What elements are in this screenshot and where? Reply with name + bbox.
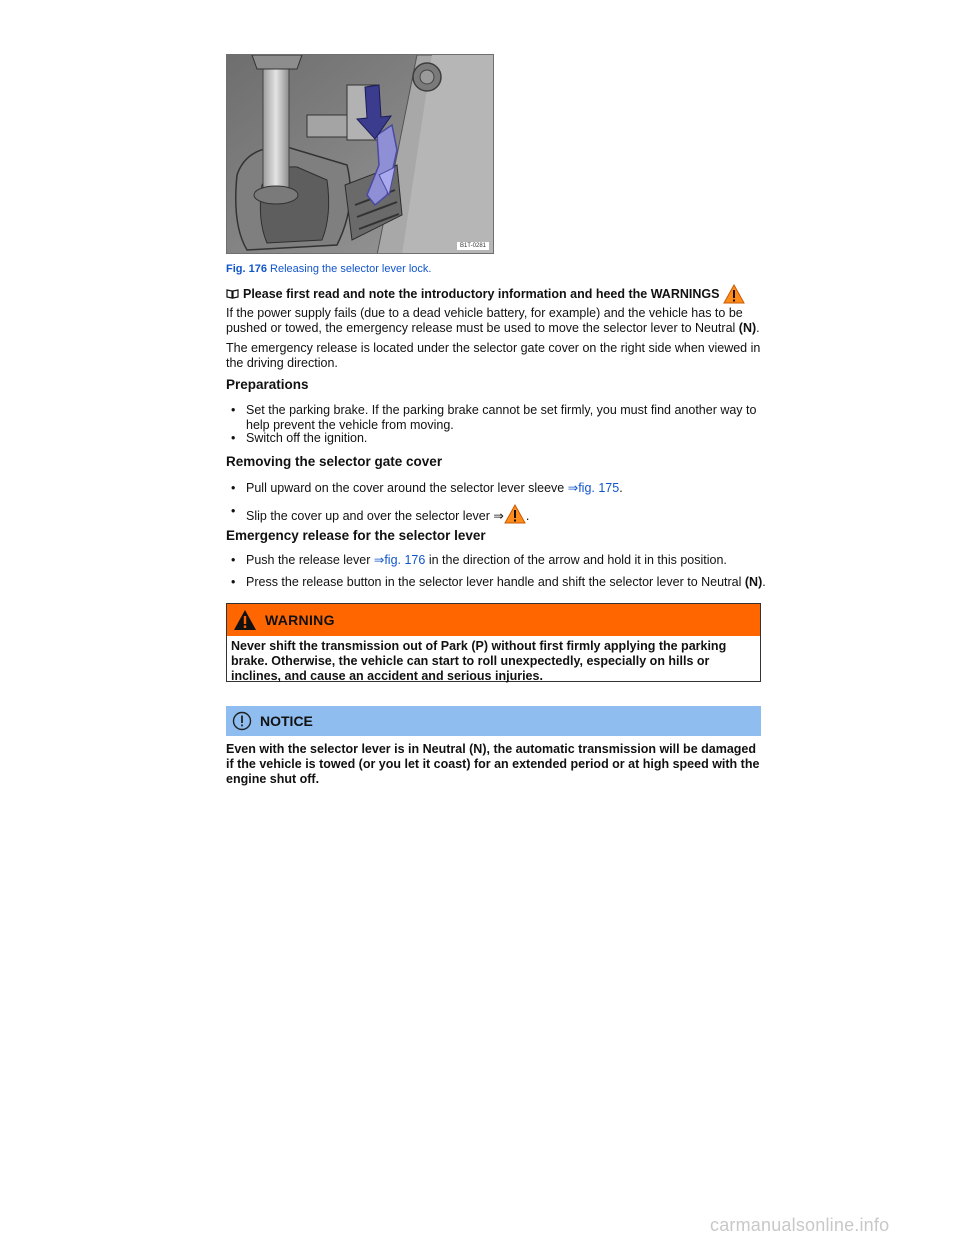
paragraph-release-location: The emergency release is located under the selector gate cover on the right side when viewed in the driving direction. xyxy=(226,341,761,370)
bullet-text: Slip the cover up and over the selector lever ⇒ xyxy=(246,509,504,523)
heading-preparations: Preparations xyxy=(226,377,309,392)
bullet-dot: • xyxy=(231,403,236,417)
bullet-slip-cover xyxy=(226,504,766,524)
heading-emergency-release: Emergency release for the selector lever xyxy=(226,528,486,543)
warning-text: Never shift the transmission out of Park (P) without first firmly applying the parking brake. Otherwise, the vehicle can start to roll unexpectedly, especially on hills or inclines, and cause an accident and serious injuries. xyxy=(231,639,727,683)
bullet-end: . xyxy=(619,481,623,495)
exclamation-circle-icon xyxy=(232,711,252,731)
bullet-pull-upward xyxy=(226,481,766,496)
notice-text: Even with the selector lever is in Neutral (N), the automatic transmission will be damaged if the vehicle is towed (or you let it coast) for an extended period or at high speed with the engine shut off. xyxy=(226,742,760,786)
heading-removing-cover: Removing the selector gate cover xyxy=(226,454,443,469)
warning-header xyxy=(227,604,760,636)
bullet-end: . xyxy=(762,575,766,589)
paragraph-text: If the power supply fails (due to a dead vehicle battery, for example) and the vehicle has to be pushed or towed, the emergency release must be used to move the selector lever to Neutral xyxy=(226,306,743,335)
bullet-text: Pull upward on the cover around the selector lever sleeve xyxy=(246,481,568,495)
figure-code: B1T-0281 xyxy=(457,242,489,250)
notice-title: NOTICE xyxy=(260,712,313,729)
bullet-ignition xyxy=(226,431,766,446)
bullet-dot: • xyxy=(231,504,236,518)
warning-triangle-icon[interactable] xyxy=(504,504,526,524)
warning-box xyxy=(226,603,761,682)
notice-header xyxy=(226,706,761,736)
bullet-end: in the direction of the arrow and hold it in this position. xyxy=(425,553,727,567)
bullet-text: Switch off the ignition. xyxy=(246,431,368,445)
intro-text: Please first read and note the introductory information and heed the WARNINGS xyxy=(243,286,720,301)
bullet-press-release-button xyxy=(226,575,766,590)
figure-caption xyxy=(226,263,431,276)
warning-triangle-icon xyxy=(233,609,257,631)
figure-number: Fig. 176 xyxy=(226,263,267,275)
figure-caption-text: Releasing the selector lever lock. xyxy=(266,263,432,275)
link-fig-175[interactable]: ⇒fig. 175 xyxy=(567,481,620,495)
neutral-label: (N) xyxy=(738,321,757,335)
bullet-push-release-lever xyxy=(226,553,766,568)
paragraph-power-supply xyxy=(226,306,766,336)
bullet-text: Set the parking brake. If the parking brake cannot be set firmly, you must find another way to help prevent the vehicle from moving. xyxy=(246,403,757,432)
bullet-dot: • xyxy=(231,553,236,567)
bullet-dot: • xyxy=(231,575,236,589)
bullet-text: Push the release lever xyxy=(246,553,374,567)
warning-title: WARNING xyxy=(265,611,335,628)
neutral-label: (N) xyxy=(744,575,763,589)
watermark: carmanualsonline.info xyxy=(710,1215,890,1235)
bullet-parking-brake xyxy=(226,403,766,433)
bullet-end: . xyxy=(525,509,530,523)
bullet-dot: • xyxy=(231,431,236,445)
warning-triangle-icon[interactable] xyxy=(723,284,745,304)
bullet-dot: • xyxy=(231,481,236,495)
book-icon xyxy=(226,289,239,299)
selector-lever-illustration xyxy=(227,55,494,254)
bullet-text: Press the release button in the selector lever handle and shift the selector lever to Neutral xyxy=(246,575,745,589)
link-fig-176[interactable]: ⇒fig. 176 xyxy=(373,553,426,567)
intro-line xyxy=(226,284,745,304)
paragraph-end: . xyxy=(756,321,760,335)
figure-selector-lever-lock xyxy=(226,54,494,254)
